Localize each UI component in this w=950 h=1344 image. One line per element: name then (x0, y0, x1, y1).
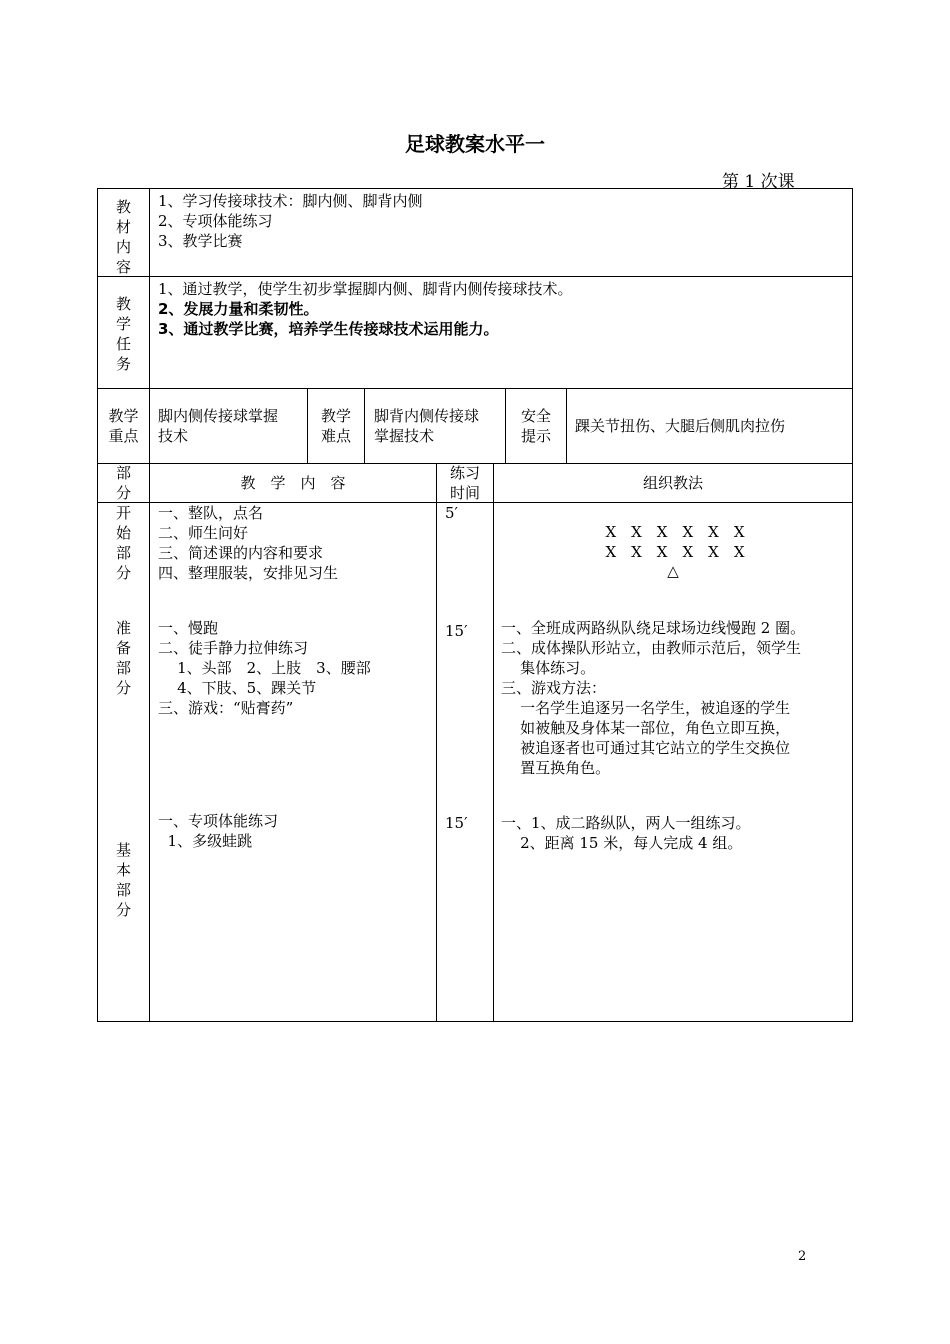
focus-value: 脚内侧传接球掌握 技术 (158, 407, 279, 445)
difficulty-value: 脚背内侧传接球 掌握技术 (374, 407, 480, 445)
teacher-symbol: △ (667, 562, 679, 580)
list-item: 1、学习传接球技术：脚内侧、脚背内侧 (158, 192, 423, 210)
list-item: 3、教学比赛 (158, 232, 243, 250)
page-number: 2 (798, 1249, 807, 1264)
teaching-task-content (158, 279, 848, 339)
difficulty-label: 教学 难点 (320, 407, 351, 445)
list-item: 三、简述课的内容和要求 (158, 544, 324, 562)
list-item: 3、通过教学比赛，培养学生传接球技术运用能力。 (158, 320, 499, 338)
prep-part-method (501, 618, 851, 778)
list-item: 二、成体操队形站立，由教师示范后，领学生 (501, 639, 802, 657)
list-item: 二、徒手静力拉伸练习 (158, 639, 309, 657)
teaching-material-label: 教 材 内 容 (115, 198, 131, 276)
list-item: 4、下肢、5、踝关节 (158, 679, 317, 697)
list-item: 一、慢跑 (158, 619, 219, 637)
safety-label: 安全 提示 (520, 407, 551, 445)
list-item: 一、专项体能练习 (158, 812, 279, 830)
time-header: 练习 时间 (449, 464, 480, 502)
formation-row: X X X X X X (605, 523, 745, 541)
start-part-label: 开 始 部 分 (115, 504, 131, 582)
list-item: 2、距离 15 米，每人完成 4 组。 (501, 834, 743, 852)
list-item: 一、1、成二路纵队，两人一组练习。 (501, 814, 751, 832)
page-title: 足球教案水平一 (405, 132, 545, 156)
start-part-time: 5′ (445, 504, 458, 522)
formation-row: X X X X X X (605, 543, 745, 561)
basic-part-method (501, 813, 851, 853)
list-item: 三、游戏：“贴膏药” (158, 699, 294, 717)
list-item: 2、发展力量和柔韧性。 (158, 300, 319, 318)
list-item: 2、专项体能练习 (158, 212, 273, 230)
list-item: 1、通过教学，使学生初步掌握脚内侧、脚背内侧传接球技术。 (158, 280, 573, 298)
basic-part-label: 基 本 部 分 (115, 841, 131, 919)
safety-value: 踝关节扭伤、大腿后侧肌肉拉伤 (575, 417, 786, 435)
list-item: 被追逐者也可通过其它站立的学生交换位 (501, 739, 791, 757)
content-header: 教 学 内 容 (240, 474, 346, 492)
list-item: 一名学生追逐另一名学生，被追逐的学生 (501, 699, 791, 717)
list-item: 1、多级蛙跳 (158, 832, 253, 850)
focus-label: 教学 重点 (108, 407, 139, 445)
prep-part-time: 15′ (445, 622, 468, 640)
teaching-task-label: 教 学 任 务 (115, 295, 131, 373)
list-item: 1、头部 2、上肢 3、腰部 (158, 659, 371, 677)
list-item: 如被触及身体某一部位，角色立即互换， (501, 719, 791, 737)
list-item: 二、师生问好 (158, 524, 249, 542)
lesson-number: 第 1 次课 (722, 172, 795, 192)
prep-part-content (158, 618, 434, 718)
list-item: 集体练习。 (501, 659, 596, 677)
part-header: 部 分 (115, 464, 131, 502)
start-part-content (158, 503, 434, 583)
list-item: 三、游戏方法： (501, 679, 607, 697)
prep-part-label: 准 备 部 分 (115, 619, 131, 697)
list-item: 一、全班成两路纵队绕足球场边线慢跑 2 圈。 (501, 619, 806, 637)
basic-part-content (158, 811, 434, 851)
basic-part-time: 15′ (445, 814, 468, 832)
list-item: 置互换角色。 (501, 759, 611, 777)
method-header: 组织教法 (642, 474, 703, 492)
teaching-material-content (158, 191, 848, 251)
list-item: 四、整理服装，安排见习生 (158, 564, 339, 582)
list-item: 一、整队，点名 (158, 504, 264, 522)
